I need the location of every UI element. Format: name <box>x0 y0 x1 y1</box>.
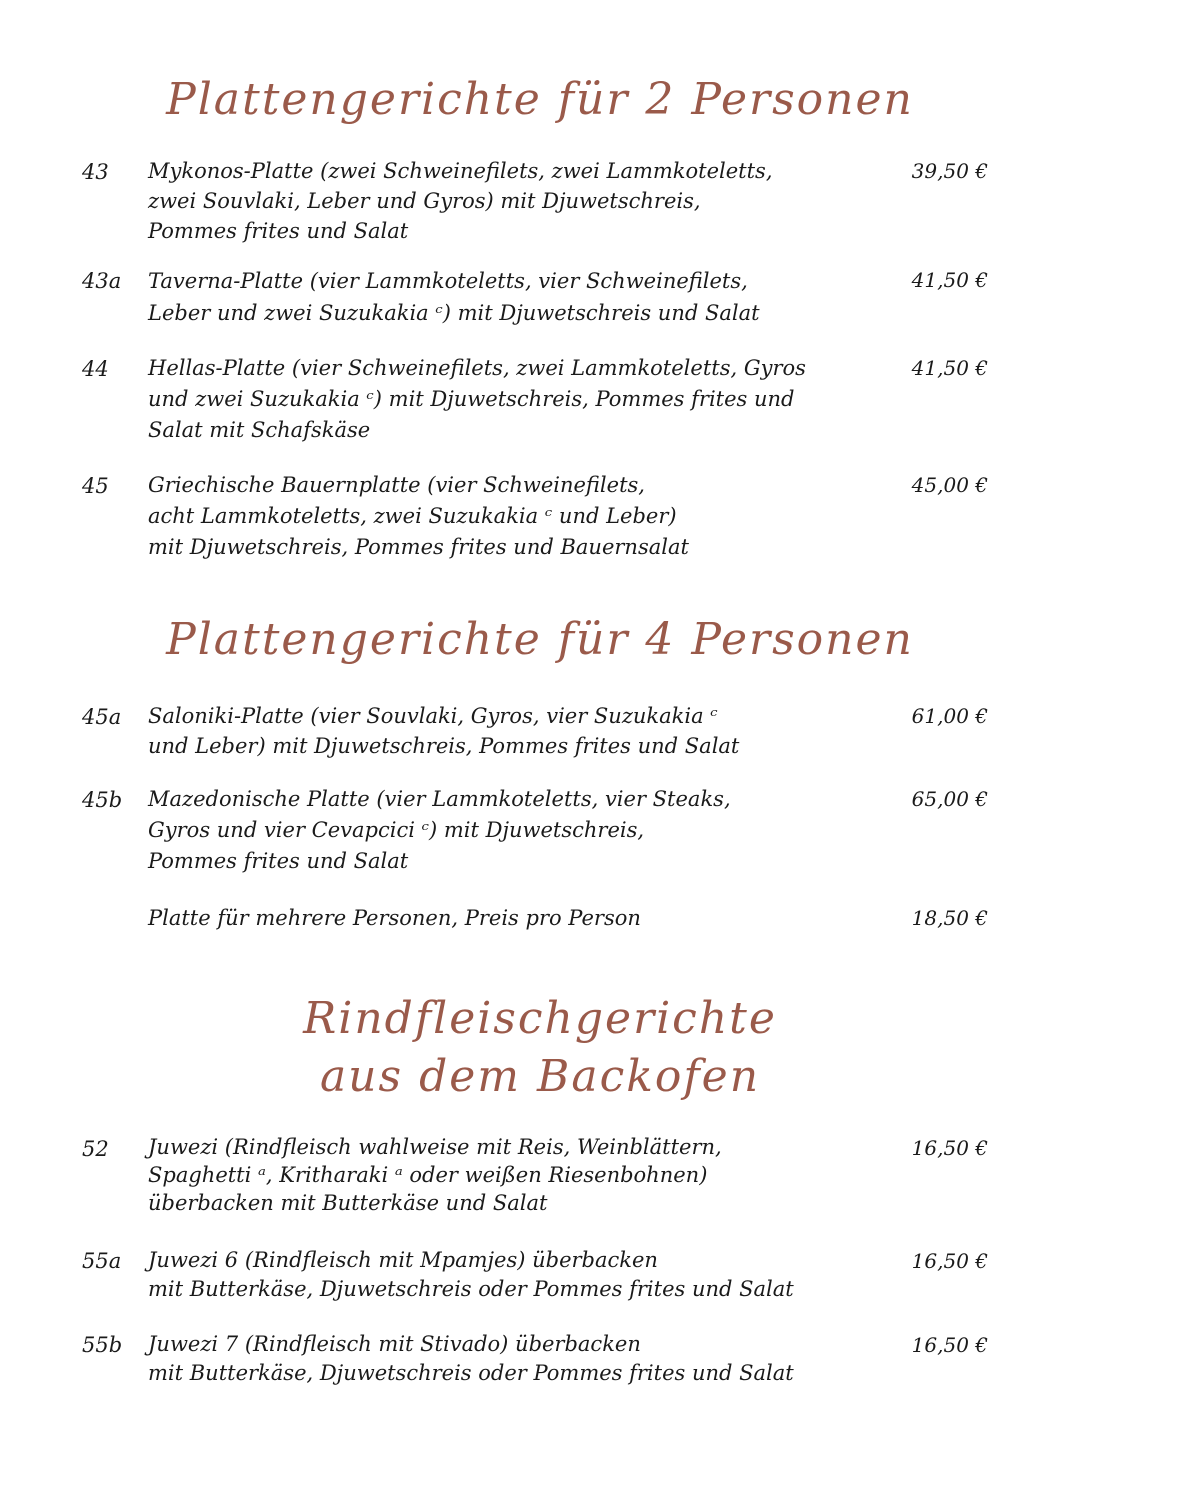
section-title: Plattengerichte für 4 Personen <box>166 614 914 665</box>
section-title: Plattengerichte für 2 Personen <box>166 74 914 125</box>
item-description: Juwezi 6 (Rindfleisch mit Mpamjes) überbacken mit Butterkäse, Djuwetschreis oder Pommes frites und Salat <box>148 1248 794 1301</box>
item-number: 43 <box>82 160 109 184</box>
item-description: Juwezi (Rindfleisch wahlweise mit Reis, Weinblättern, Spaghetti ᵃ, Kritharaki ᵃ oder weißen Riesenbohnen) überbacken mit Butterkäse und Salat <box>148 1135 722 1215</box>
item-number: 52 <box>82 1137 109 1161</box>
item-number: 55a <box>82 1249 122 1273</box>
section-title: aus dem Backofen <box>319 1051 761 1102</box>
item-number: 45b <box>82 788 123 812</box>
item-price: 16,50 € <box>911 1136 988 1160</box>
item-price: 45,00 € <box>911 473 988 497</box>
item-price: 65,00 € <box>911 787 988 811</box>
item-price: 16,50 € <box>911 1333 988 1357</box>
item-description: Mykonos-Platte (zwei Schweinefilets, zwei Lammkoteletts, zwei Souvlaki, Leber und Gyros) mit Djuwetschreis, Pommes frites und Salat <box>148 159 773 243</box>
item-number: 45 <box>82 474 109 498</box>
item-description: Hellas-Platte (vier Schweinefilets, zwei Lammkoteletts, Gyros und zwei Suzukakia ᶜ) mit Djuwetschreis, Pommes frites und Salat mit Schafskäse <box>148 356 806 442</box>
item-price: 16,50 € <box>911 1249 988 1273</box>
item-description: Taverna-Platte (vier Lammkoteletts, vier Schweinefilets, Leber und zwei Suzukakia ᶜ) mit Djuwetschreis und Salat <box>148 269 760 325</box>
item-price: 41,50 € <box>911 356 988 380</box>
item-number: 45a <box>82 705 122 729</box>
item-price: 61,00 € <box>911 704 988 728</box>
item-description: Mazedonische Platte (vier Lammkoteletts, vier Steaks, Gyros und vier Cevapcici ᶜ) mit Djuwetschreis, Pommes frites und Salat <box>148 787 731 873</box>
item-price: 41,50 € <box>911 268 988 292</box>
item-price: 39,50 € <box>911 159 988 183</box>
item-description: Juwezi 7 (Rindfleisch mit Stivado) überbacken mit Butterkäse, Djuwetschreis oder Pommes frites und Salat <box>148 1332 794 1385</box>
item-description: Platte für mehrere Personen, Preis pro Person <box>148 906 641 930</box>
item-price: 18,50 € <box>911 906 988 930</box>
item-number: 44 <box>82 357 109 381</box>
item-description: Griechische Bauernplatte (vier Schweinefilets, acht Lammkoteletts, zwei Suzukakia ᶜ und Leber) mit Djuwetschreis, Pommes frites und Bauernsalat <box>148 473 689 559</box>
section-title: Rindfleischgerichte <box>303 993 777 1044</box>
item-description: Saloniki-Platte (vier Souvlaki, Gyros, vier Suzukakia ᶜ und Leber) mit Djuwetschreis, Pommes frites und Salat <box>148 704 740 758</box>
item-number: 43a <box>82 269 122 293</box>
item-number: 55b <box>82 1333 123 1357</box>
